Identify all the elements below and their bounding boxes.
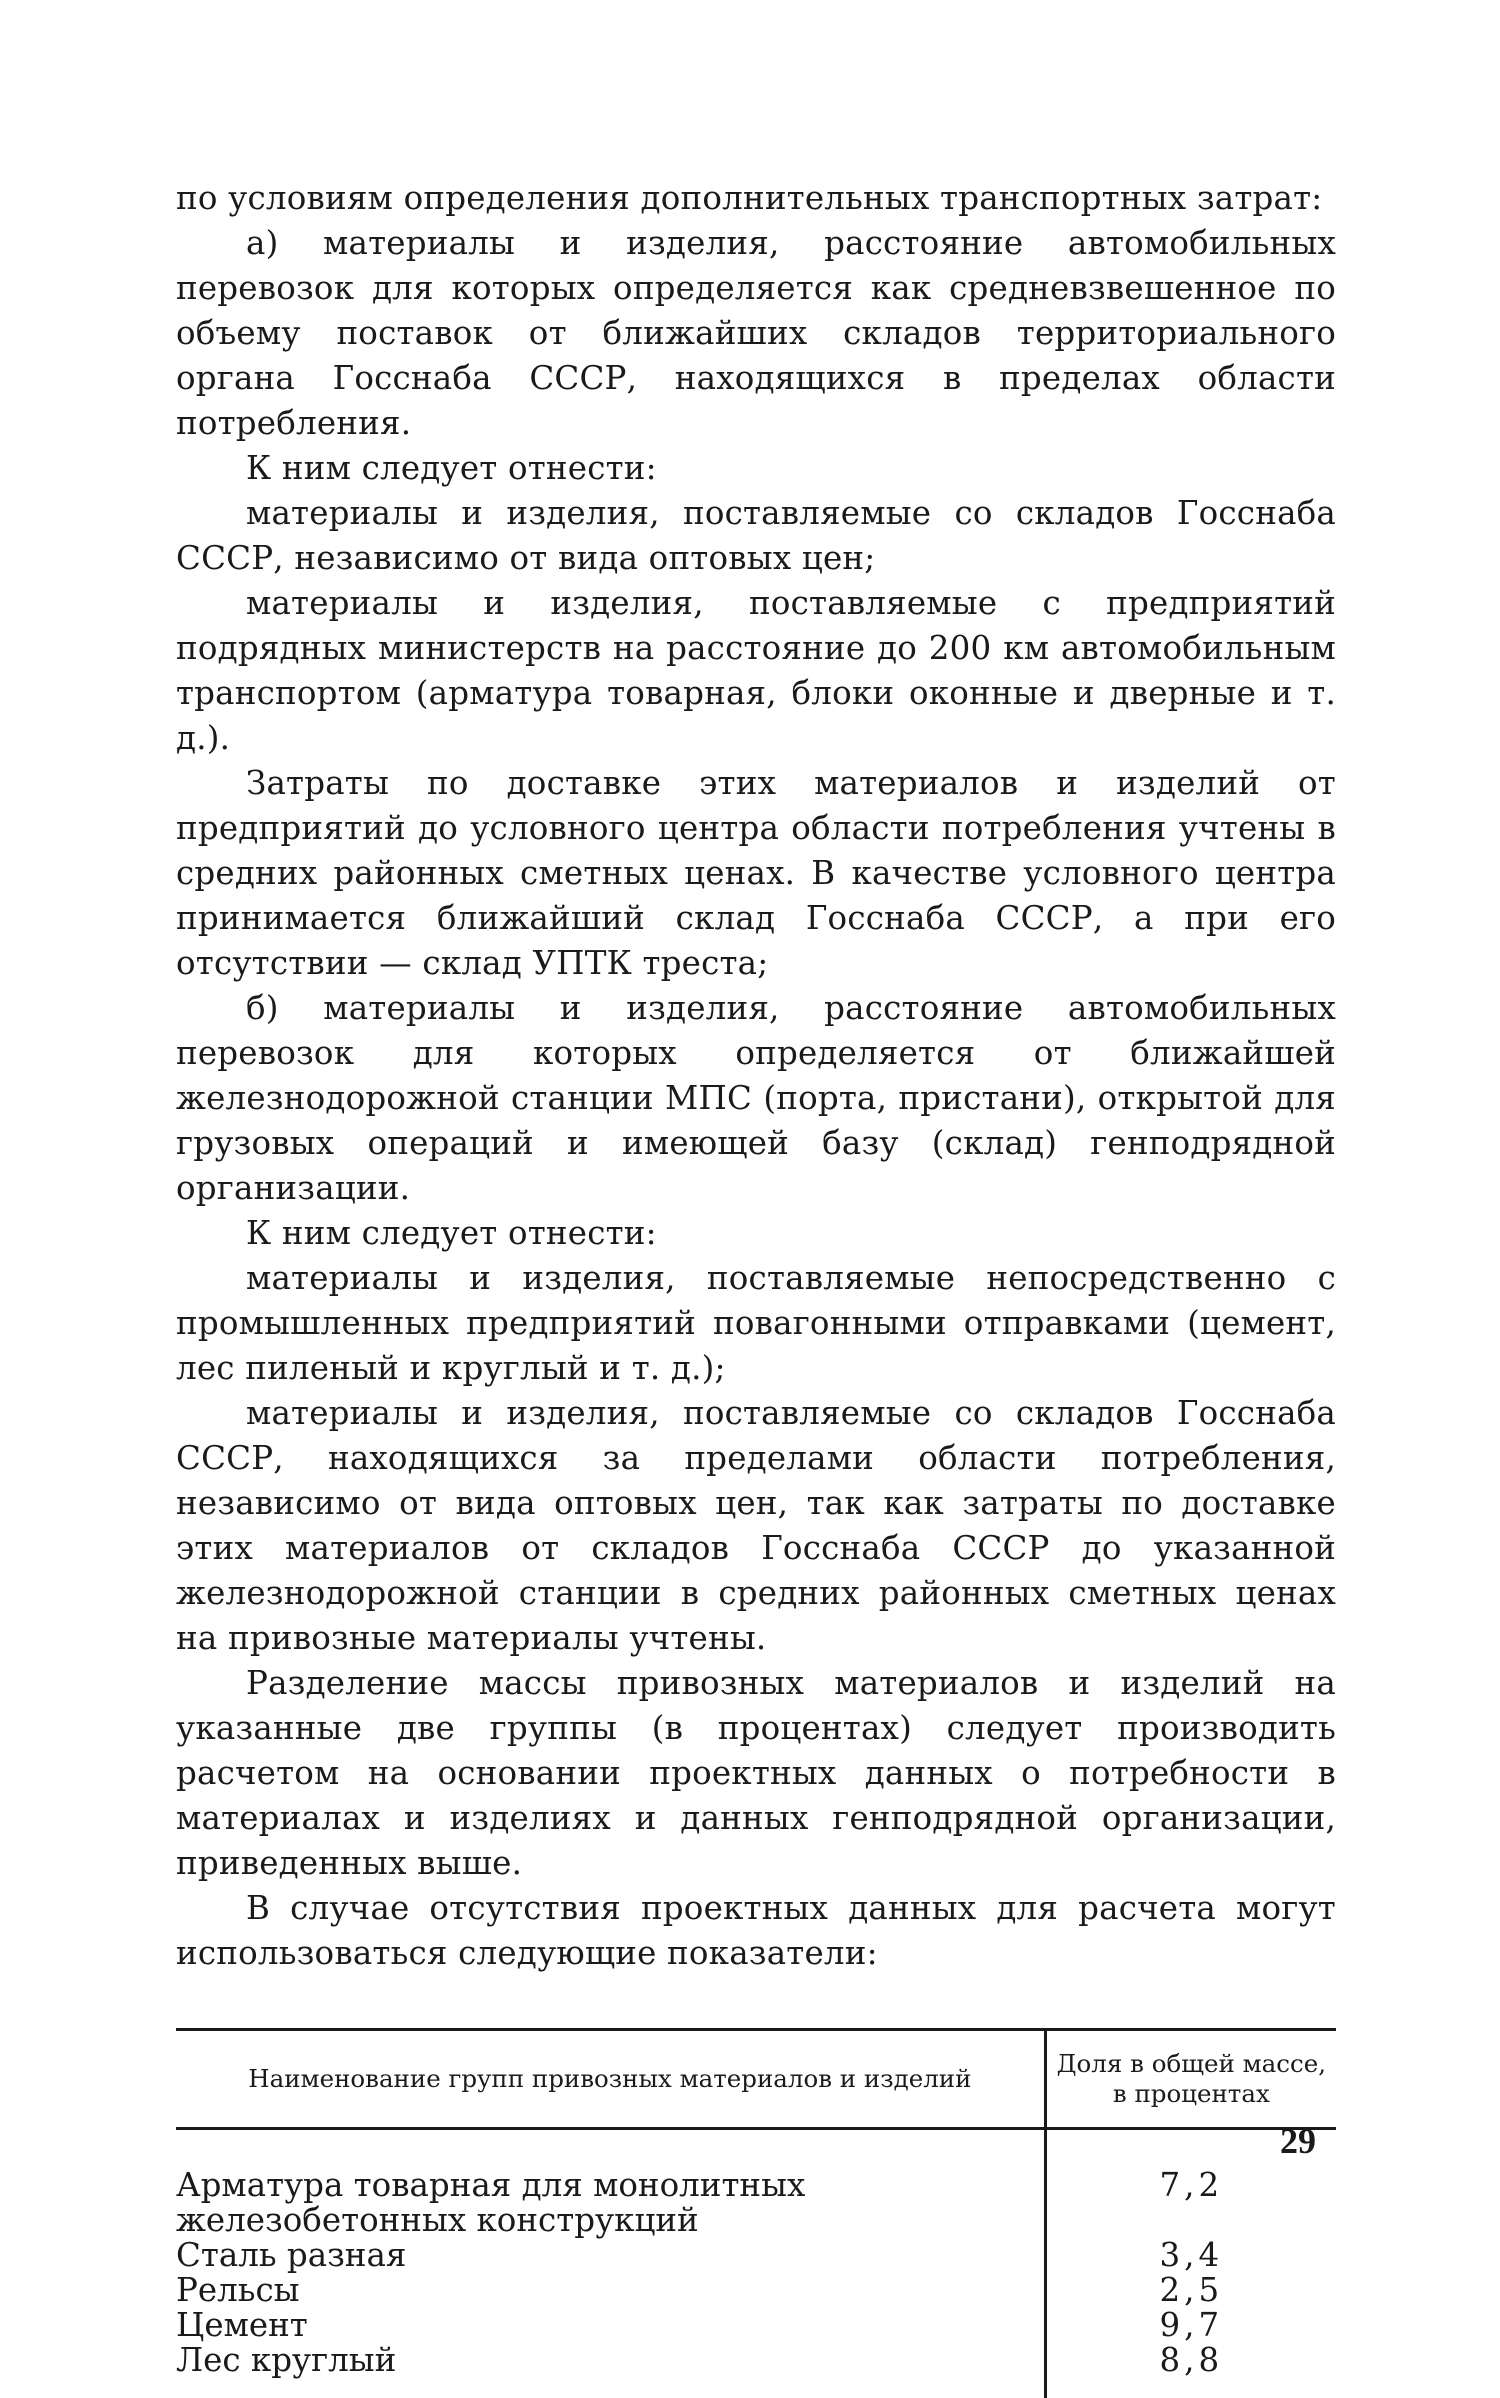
- paragraph-5: материалы и изделия, поставляемые с предприятий подрядных министерств на расстояние до 200 км автомобильным транспортом (арматура товарная, блоки оконные и дверные и т. д.).: [176, 584, 1336, 757]
- paragraph-9: материалы и изделия, поставляемые непосредственно с промышленных предприятий повагонными отправками (цемент, лес пиленый и круглый и т. д.);: [176, 1259, 1336, 1387]
- materials-share-table: [176, 2028, 1336, 2398]
- document-page: [176, 176, 1336, 2398]
- row-mass-share: 8,8: [1159, 2341, 1224, 2379]
- row-material-name: Цемент: [176, 2308, 1045, 2343]
- paragraph-4: материалы и изделия, поставляемые со складов Госснаба СССР, независимо от вида оптовых цен;: [176, 494, 1336, 577]
- table-row: [176, 2238, 1336, 2273]
- paragraph-1: по условиям определения дополнительных транспортных затрат:: [176, 179, 1323, 217]
- paragraph-6: Затраты по доставке этих материалов и изделий от предприятий до условного центра области потребления учтены в средних районных сметных ценах. В качестве условного центра принимается ближайший склад Госснаба СССР, а при его отсутствии — склад УПТК треста;: [176, 764, 1336, 982]
- table-header-row: [176, 2030, 1336, 2129]
- paragraph-12: В случае отсутствия проектных данных для расчета могут использоваться следующие показатели:: [176, 1889, 1336, 1972]
- row-material-name: Лес круглый: [176, 2343, 1045, 2398]
- header-mass-share: Доля в общей массе, в процентах: [1045, 2030, 1336, 2129]
- page-number: 29: [1280, 2121, 1316, 2161]
- row-material-name: Арматура товарная для монолитных железобетонных конструкций: [176, 2129, 1045, 2239]
- row-material-name: Рельсы: [176, 2273, 1045, 2308]
- paragraph-10: материалы и изделия, поставляемые со складов Госснаба СССР, находящихся за пределами области потребления, независимо от вида оптовых цен, так как затраты по доставке этих материалов от складов Госснаба СССР до указанной железнодорожной станции в средних районных сметных ценах на привозные материалы учтены.: [176, 1394, 1336, 1657]
- row-mass-share: 9,7: [1159, 2306, 1224, 2344]
- table-row: [176, 2308, 1336, 2343]
- paragraph-3: К ним следует отнести:: [246, 449, 657, 487]
- header-material-group: Наименование групп привозных материалов и изделий: [176, 2030, 1045, 2129]
- materials-table-wrap: [176, 2028, 1336, 2398]
- table-row: [176, 2273, 1336, 2308]
- paragraph-2: а) материалы и изделия, расстояние автомобильных перевозок для которых определяется как средневзвешенное по объему поставок от ближайших складов территориального органа Госснаба СССР, находящихся в пределах области потребления.: [176, 224, 1336, 442]
- paragraph-8: К ним следует отнести:: [246, 1214, 657, 1252]
- paragraph-7: б) материалы и изделия, расстояние автомобильных перевозок для которых определяется от ближайшей железнодорожной станции МПС (порта, пристани), открытой для грузовых операций и имеющей базу (склад) генподрядной организации.: [176, 989, 1336, 1207]
- table-row: [176, 2343, 1336, 2398]
- row-mass-share: 2,5: [1159, 2271, 1224, 2309]
- table-row: [176, 2129, 1336, 2239]
- row-mass-share: 7,2: [1159, 2166, 1224, 2204]
- row-material-name: Сталь разная: [176, 2238, 1045, 2273]
- row-mass-share: 3,4: [1159, 2236, 1224, 2274]
- paragraph-11: Разделение массы привозных материалов и изделий на указанные две группы (в процентах) следует производить расчетом на основании проектных данных о потребности в материалах и изделиях и данных генподрядной организации, приведенных выше.: [176, 1664, 1336, 1882]
